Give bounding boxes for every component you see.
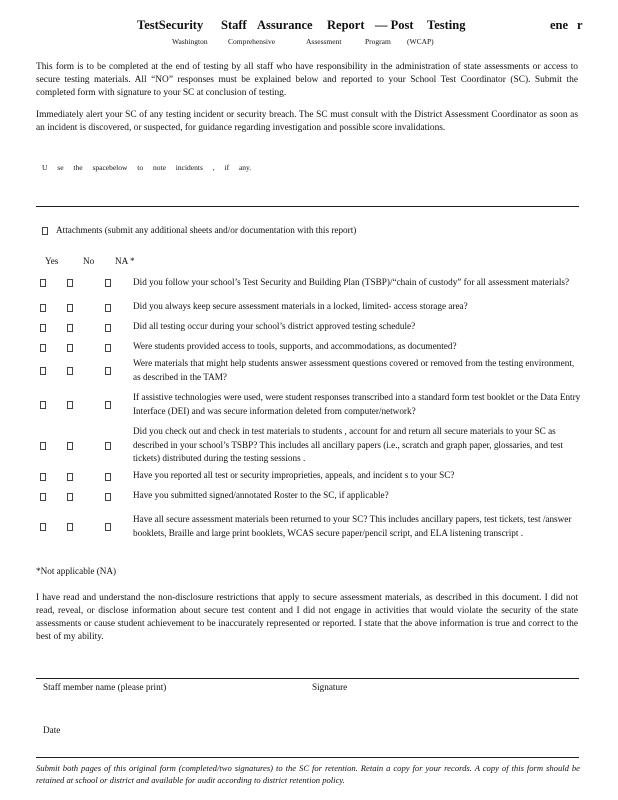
title-word: Testing	[427, 18, 466, 32]
date-label: Date	[43, 725, 61, 735]
checkbox-na[interactable]	[105, 473, 111, 481]
answer-cell-na	[90, 425, 125, 466]
title-word: Report	[327, 18, 365, 32]
answer-cell-no	[50, 425, 90, 466]
attachments-checkbox[interactable]	[42, 227, 48, 235]
column-no: No	[83, 256, 95, 266]
answer-cell-yes	[36, 466, 50, 486]
signature-line[interactable]	[36, 678, 579, 679]
checkbox-no[interactable]	[67, 493, 73, 501]
answer-cell-na	[90, 268, 125, 297]
checkbox-yes[interactable]	[40, 473, 46, 481]
answer-cell-na	[90, 297, 125, 317]
answer-cell-no	[50, 384, 90, 425]
answer-cell-yes	[36, 384, 50, 425]
answer-cell-na	[90, 337, 125, 357]
answer-cell-no	[50, 486, 90, 506]
answer-cell-yes	[36, 425, 50, 466]
subtitle-word: Comprehensive	[228, 37, 276, 46]
checkbox-na[interactable]	[105, 304, 111, 312]
question-row	[36, 268, 581, 297]
subtitle-word: Washington	[172, 37, 208, 46]
question-row	[36, 506, 581, 547]
answer-cell-yes	[36, 337, 50, 357]
answer-cell-yes	[36, 317, 50, 337]
column-na: NA *	[115, 256, 135, 266]
subtitle-word: Program	[365, 37, 391, 46]
question-text: Have all secure assessment materials been returned to your SC? This includes ancillary papers, test tickets, test /answer booklets, Braille and large print booklets, WCAS secure paper/pencil script, and ELA listening transcript .	[133, 514, 572, 538]
answer-cell-yes	[36, 357, 50, 384]
checkbox-no[interactable]	[67, 473, 73, 481]
answer-cell-yes	[36, 268, 50, 297]
checkbox-no[interactable]	[67, 279, 73, 287]
checkbox-na[interactable]	[105, 442, 111, 450]
staff-name-label: Staff member name (please print)	[43, 682, 167, 692]
question-text: If assistive technologies were used, were student responses transcribed into a standard form test booklet or the Data Entry Interface (DEI) and was secure information deleted from computer/network?	[133, 392, 581, 416]
answer-cell-no	[50, 466, 90, 486]
answer-cell-na	[90, 466, 125, 486]
question-row	[36, 486, 581, 506]
question-row	[36, 466, 581, 486]
checkbox-no[interactable]	[67, 367, 73, 375]
answer-cell-yes	[36, 506, 50, 547]
attachments-row	[42, 225, 356, 235]
question-row	[36, 317, 581, 337]
question-text: Did you always keep secure assessment materials in a locked, limited- access storage area?	[133, 301, 468, 312]
checkbox-yes[interactable]	[40, 523, 46, 531]
checkbox-no[interactable]	[67, 401, 73, 409]
checkbox-yes[interactable]	[40, 304, 46, 312]
checkbox-yes[interactable]	[40, 324, 46, 332]
signature-label: Signature	[312, 682, 348, 692]
checkbox-no[interactable]	[67, 304, 73, 312]
question-row	[36, 425, 581, 466]
checkbox-na[interactable]	[105, 523, 111, 531]
checkbox-yes[interactable]	[40, 401, 46, 409]
answer-cell-na	[90, 357, 125, 384]
answer-cell-no	[50, 337, 90, 357]
answer-cell-no	[50, 297, 90, 317]
question-text: Did all testing occur during your school’s district approved testing schedule?	[133, 321, 416, 332]
incident-note-prompt: U se the spacebelow to note incidents , if any.	[42, 163, 252, 172]
checkbox-no[interactable]	[67, 324, 73, 332]
answer-cell-na	[90, 506, 125, 547]
subtitle-word: Assessment	[306, 37, 342, 46]
checkbox-no[interactable]	[67, 344, 73, 352]
checkbox-yes[interactable]	[40, 344, 46, 352]
answer-cell-yes	[36, 297, 50, 317]
date-line[interactable]	[36, 757, 579, 758]
answer-cell-no	[50, 317, 90, 337]
na-footnote: *Not applicable (NA)	[36, 566, 117, 576]
question-text: Were materials that might help students answer assessment questions covered or removed from the testing environment, as described in the TAM?	[133, 358, 575, 382]
column-yes: Yes	[45, 256, 59, 266]
incident-note-line[interactable]	[36, 206, 579, 207]
question-row	[36, 297, 581, 317]
subtitle-word: (WCAP)	[407, 37, 434, 46]
title-word: ene	[550, 18, 569, 32]
question-text: Have you reported all test or security improprieties, appeals, and incident s to your SC?	[133, 470, 455, 481]
question-row	[36, 337, 581, 357]
question-row	[36, 357, 581, 384]
checkbox-na[interactable]	[105, 344, 111, 352]
checkbox-yes[interactable]	[40, 367, 46, 375]
title-word: TestSecurity	[137, 18, 204, 32]
checkbox-na[interactable]	[105, 279, 111, 287]
question-text: Did you follow your school’s Test Security and Building Plan (TSBP)/“chain of custody” for all assessment materials?	[133, 276, 570, 287]
answer-cell-no	[50, 268, 90, 297]
checkbox-yes[interactable]	[40, 493, 46, 501]
answer-cell-no	[50, 506, 90, 547]
checkbox-yes[interactable]	[40, 279, 46, 287]
checkbox-no[interactable]	[67, 523, 73, 531]
checkbox-na[interactable]	[105, 324, 111, 332]
checkbox-na[interactable]	[105, 401, 111, 409]
attachments-label: Attachments (submit any additional sheets and/or documentation with this report)	[56, 225, 357, 235]
answer-cell-na	[90, 486, 125, 506]
question-text: Were students provided access to tools, supports, and accommodations, as documented?	[133, 341, 457, 352]
form-title	[0, 18, 618, 34]
question-row	[36, 384, 581, 425]
answer-cell-no	[50, 357, 90, 384]
intro-paragraph-1: This form is to be completed at the end of testing by all staff who have responsibility in the administration of state assessments or access to secure testing materials. All “NO” responses must be explained below and reported to your School Test Coordinator (SC). Submit the completed form with signature to your SC at conclusion of testing.	[36, 62, 578, 98]
title-word: Staff	[221, 18, 247, 32]
title-word: Assurance	[257, 18, 313, 32]
checkbox-na[interactable]	[105, 493, 111, 501]
question-text: Have you submitted signed/annotated Roster to the SC, if applicable?	[133, 490, 389, 501]
checkbox-yes[interactable]	[40, 442, 46, 450]
certification-statement: I have read and understand the non-disclosure restrictions that apply to secure assessment materials, as described in this document. I did not read, reveal, or disclose information about secure test content and I did not engage in activities that would violate the security of the state assessments or cause student achievement to be inaccurately represented or reported. I state that the above information is true and correct to the best of my ability.	[36, 593, 578, 642]
answer-cell-na	[90, 317, 125, 337]
form-subtitle	[0, 37, 618, 49]
intro-paragraph-2: Immediately alert your SC of any testing incident or security breach. The SC must consult with the District Assessment Coordinator as soon as an incident is discovered, or suspected, for guidance regarding investigation and possible score invalidations.	[36, 110, 578, 133]
question-table	[36, 268, 581, 547]
answer-cell-yes	[36, 486, 50, 506]
checkbox-no[interactable]	[67, 442, 73, 450]
answer-cell-na	[90, 384, 125, 425]
checkbox-na[interactable]	[105, 367, 111, 375]
footer-instructions: Submit both pages of this original form (completed/two signatures) to the SC for retention. Retain a copy for your records. A copy of this form should be retained at school or district and available for audit according to district retention policy.	[36, 763, 580, 785]
title-word: r	[577, 18, 583, 32]
title-word: — Post	[375, 18, 414, 32]
question-text: Did you check out and check in test materials to students , account for and return all secure materials to your SC as described in your school’s TSBP? This includes all ancillary papers (i.e., scratch and graph paper, glossaries, and test tickets) distributed during the testing sessions .	[133, 426, 563, 464]
